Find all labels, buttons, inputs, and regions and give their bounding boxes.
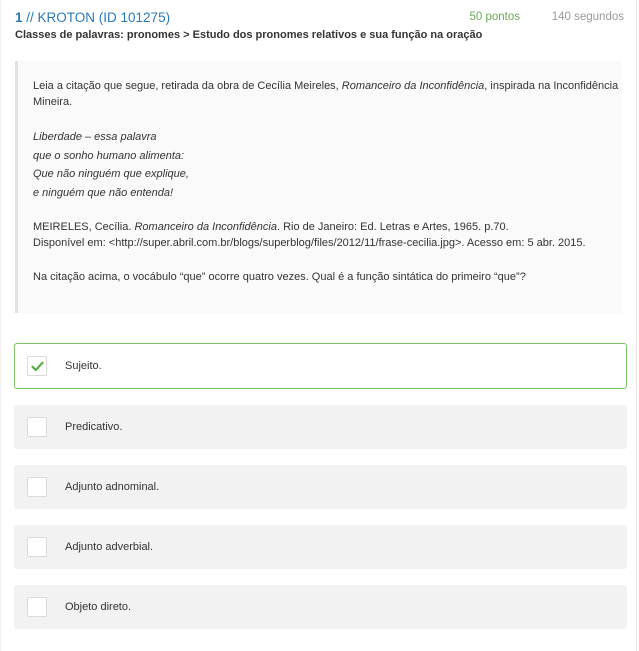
poem-excerpt (33, 128, 622, 202)
time-label: 140 segundos (551, 11, 624, 23)
option-adjunto-adverbial[interactable] (14, 525, 627, 569)
reference-url: Disponível em: <http://super.abril.com.br/blogs/superblog/files/2012/11/frase-cecilia.jpg>. Acesso em: 5 abr. 2015. (33, 237, 586, 249)
option-checkbox[interactable] (27, 417, 47, 437)
poem-line: que o sonho humano alimenta: (33, 149, 185, 162)
option-checkbox[interactable] (27, 356, 47, 376)
option-label: Sujeito. (65, 360, 102, 372)
option-checkbox[interactable] (27, 537, 47, 557)
intro-text: Leia a citação que segue, retirada da obra de Cecília Meireles, (33, 80, 342, 92)
option-label: Predicativo. (65, 421, 123, 433)
intro-text-end: , inspirada na Inconfidência Mineira. (33, 80, 619, 108)
poem-line: e ninguém que não entenda! (33, 186, 174, 199)
check-icon (31, 361, 44, 372)
option-objeto-direto[interactable] (14, 585, 627, 629)
question-header (15, 10, 624, 46)
reference-details: . Rio de Janeiro: Ed. Letras e Artes, 1965. p.70. (276, 221, 509, 233)
option-sujeito[interactable] (14, 343, 627, 389)
reference-author: MEIRELES, Cecília. (33, 221, 135, 233)
poem-line: Liberdade – essa palavra (33, 131, 157, 143)
question-number: 1 (15, 10, 23, 25)
option-label: Adjunto adnominal. (65, 481, 160, 493)
question-title (15, 10, 170, 25)
option-label: Adjunto adverbial. (65, 541, 154, 553)
reference (33, 219, 622, 235)
option-predicativo[interactable] (14, 405, 627, 449)
option-label: Objeto direto. (65, 601, 132, 613)
reference-work: Romanceiro da Inconfidência (134, 221, 277, 233)
points-label: 50 pontos (469, 11, 520, 23)
option-checkbox[interactable] (27, 477, 47, 497)
intro-work-title: Romanceiro da Inconfidência (341, 80, 485, 92)
question-statement (15, 61, 622, 313)
question-source: // KROTON (ID 101275) (22, 10, 171, 25)
poem-line: Que não ninguém que explique, (33, 168, 189, 180)
intro-paragraph (33, 78, 622, 110)
question-text: Na citação acima, o vocábulo “que” ocorre quatro vezes. Qual é a função sintática do primeiro “que”? (33, 271, 526, 283)
option-checkbox[interactable] (27, 597, 47, 617)
subject-breadcrumb: Classes de palavras: pronomes > Estudo dos pronomes relativos e sua função na oração (15, 29, 483, 41)
option-adjunto-adnominal[interactable] (14, 465, 627, 509)
